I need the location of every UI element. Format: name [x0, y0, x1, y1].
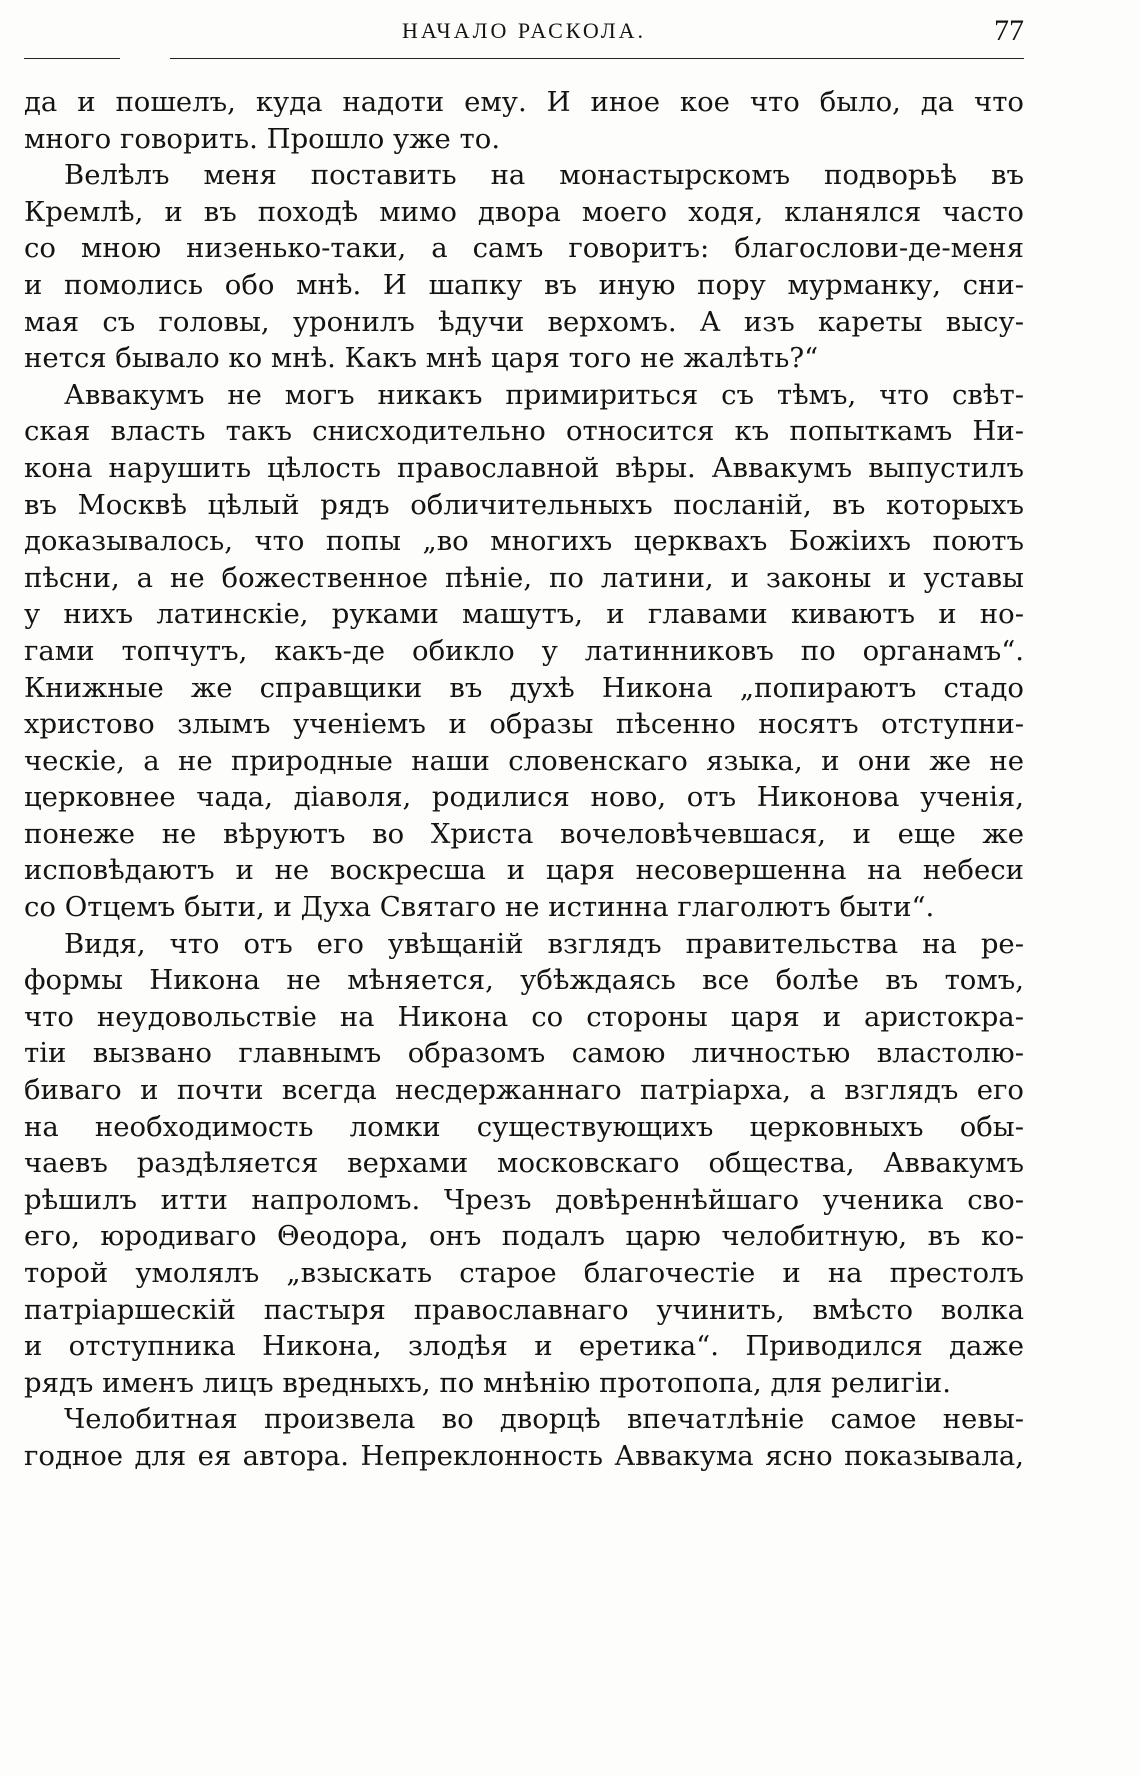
- text-line: пѣсни, а не божественное пѣніе, по латини, и законы и уставы: [24, 561, 1024, 594]
- header-rule-left: [24, 58, 120, 59]
- text-line: на необходимость ломки существующихъ церковныхъ обы-: [24, 1110, 1024, 1143]
- text-line: и отступника Никона, злодѣя и еретика“. Приводился даже: [24, 1330, 1024, 1363]
- text-line: Книжные же справщики въ духѣ Никона „попираютъ стадо: [24, 671, 1024, 704]
- text-line: годное для ея автора. Непреклонность Аввакума ясно показывала,: [24, 1439, 1024, 1472]
- text-line: его, юродиваго Θеодора, онъ подалъ царю челобитную, въ ко-: [24, 1220, 1024, 1253]
- page-number: 77: [994, 14, 1024, 47]
- text-line: христово злымъ ученіемъ и образы пѣсенно носятъ отступни-: [24, 708, 1024, 741]
- text-line: Велѣлъ меня поставить на монастырскомъ подворьѣ въ: [64, 159, 1024, 192]
- text-line: исповѣдаютъ и не воскресша и царя несовершенна на небеси: [24, 854, 1024, 887]
- text-line: ская власть такъ снисходительно относится къ попыткамъ Ни-: [24, 415, 1024, 448]
- text-line: патріаршескій пастыря православнаго учинить, вмѣсто волка: [24, 1293, 1024, 1326]
- text-line: со Отцемъ быти, и Духа Святаго не истинна глаголютъ быти“.: [24, 891, 935, 924]
- body-text: [24, 84, 1024, 1475]
- text-line: въ Москвѣ цѣлый рядъ обличительныхъ посланій, въ которыхъ: [24, 488, 1024, 521]
- text-line: много говорить. Прошло уже то.: [24, 122, 501, 155]
- text-line: формы Никона не мѣняется, убѣждаясь все болѣе въ томъ,: [24, 964, 1024, 997]
- text-line: Челобитная произвела во дворцѣ впечатлѣніе самое невы-: [64, 1403, 1024, 1436]
- text-line: у нихъ латинскіе, руками машутъ, и главами киваютъ и но-: [24, 598, 1024, 631]
- text-line: со мною низенько-таки, а самъ говоритъ: благослови-де-меня: [24, 232, 1024, 265]
- running-head: [24, 14, 1024, 66]
- text-line: Видя, что отъ его увѣщаній взглядъ правительства на ре-: [64, 927, 1024, 960]
- text-line: биваго и почти всегда несдержаннаго патріарха, а взглядъ его: [24, 1074, 1024, 1107]
- text-line: кона нарушить цѣлость православной вѣры. Аввакумъ выпустилъ: [24, 451, 1024, 484]
- text-line: ческіе, а не природные наши словенскаго языка, и они же не: [24, 744, 1024, 777]
- text-line: нется бывало ко мнѣ. Какъ мнѣ царя того не жалѣть?“: [24, 342, 819, 375]
- text-line: тіи вызвано главнымъ образомъ самою личностью властолю-: [24, 1037, 1024, 1070]
- text-line: и помолись обо мнѣ. И шапку въ иную пору мурманку, сни-: [24, 268, 1024, 301]
- running-title: НАЧАЛО РАСКОЛА.: [401, 18, 647, 43]
- text-line: рядъ именъ лицъ вредныхъ, по мнѣнію протопопа, для религіи.: [24, 1366, 951, 1399]
- text-line: доказывалось, что попы „во многихъ церквахъ Божіихъ поютъ: [24, 525, 1024, 558]
- text-line: гами топчутъ, какъ-де обикло у латинниковъ по органамъ“.: [24, 634, 1024, 667]
- text-line: церковнее чада, діаволя, родилися ново, отъ Никонова ученія,: [24, 781, 1024, 814]
- text-line: Кремлѣ, и въ походѣ мимо двора моего ходя, кланялся часто: [24, 195, 1024, 228]
- text-line: да и пошелъ, куда надоти ему. И иное кое что было, да что: [24, 86, 1024, 118]
- text-line: Аввакумъ не могъ никакъ примириться съ тѣмъ, что свѣт-: [64, 378, 1024, 411]
- text-line: мая съ головы, уронилъ ѣдучи верхомъ. А изъ кареты высу-: [24, 305, 1024, 338]
- text-line: чаевъ раздѣляется верхами московскаго общества, Аввакумъ: [24, 1147, 1024, 1180]
- text-line: рѣшилъ итти напроломъ. Чрезъ довѣреннѣйшаго ученика сво-: [24, 1183, 1024, 1216]
- text-line: торой умолялъ „взыскать старое благочестіе и на престолъ: [24, 1257, 1024, 1289]
- text-line: что неудовольствіе на Никона со стороны царя и аристокра-: [24, 1000, 1024, 1033]
- header-rule-right: [170, 58, 1024, 59]
- text-line: понеже не вѣруютъ во Христа вочеловѣчевшася, и еще же: [24, 817, 1024, 850]
